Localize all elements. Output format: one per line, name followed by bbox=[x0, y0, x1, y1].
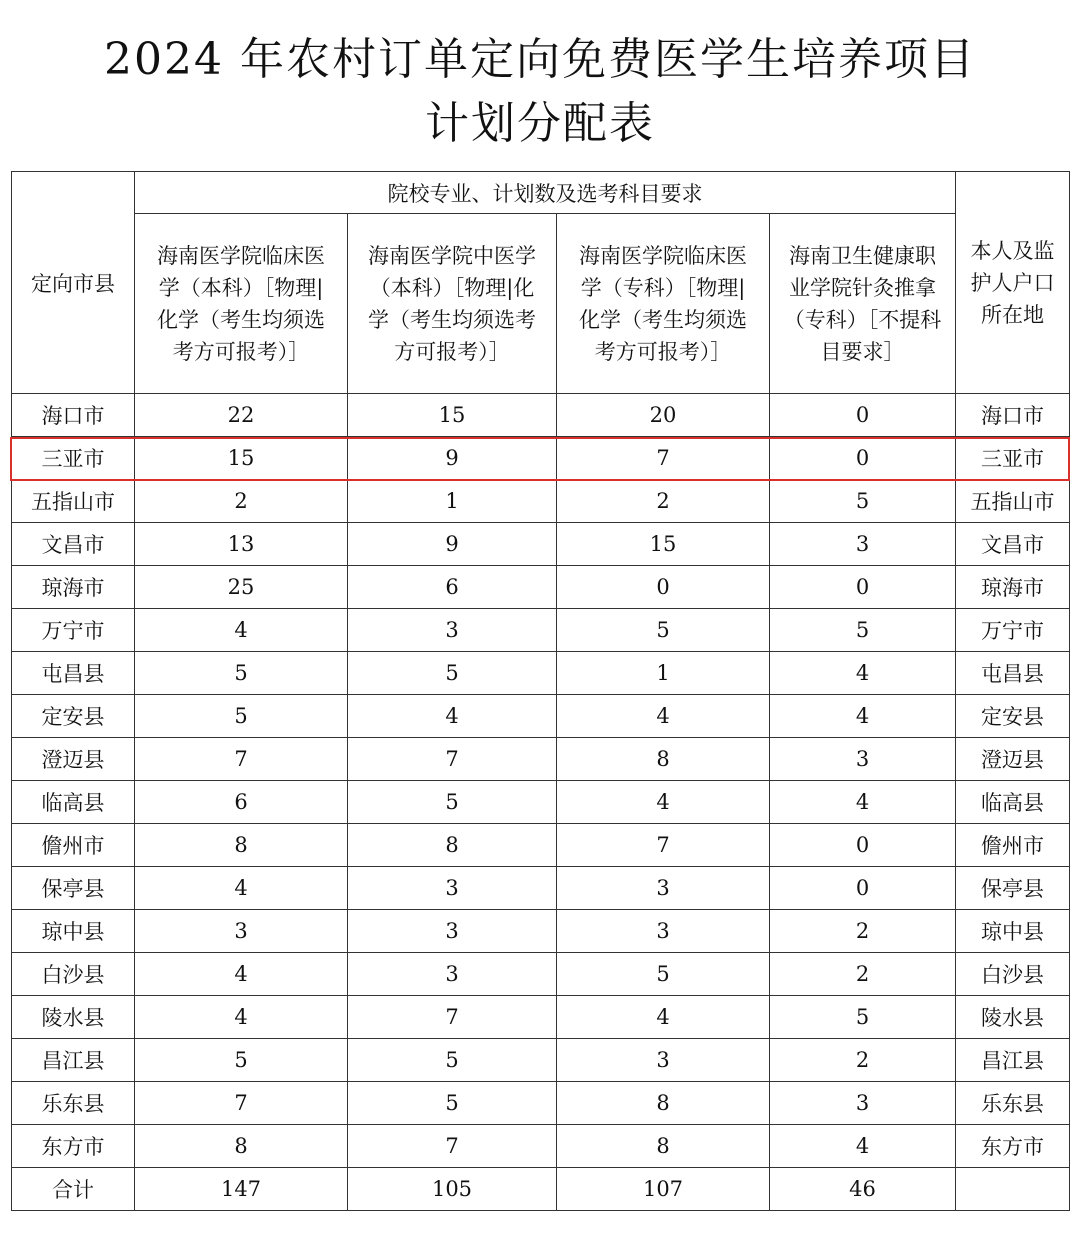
col4-cell: 2 bbox=[770, 953, 956, 996]
header-col-2 bbox=[348, 214, 557, 394]
col2-cell: 1 bbox=[348, 480, 557, 523]
col1-cell: 6 bbox=[135, 781, 348, 824]
table-row bbox=[12, 652, 1070, 695]
hukou-cell: 东方市 bbox=[956, 1125, 1070, 1168]
col1-cell: 5 bbox=[135, 652, 348, 695]
header-col-4 bbox=[770, 214, 956, 394]
hukou-cell: 陵水县 bbox=[956, 996, 1070, 1039]
col1-cell: 8 bbox=[135, 824, 348, 867]
col2-cell: 7 bbox=[348, 738, 557, 781]
hukou-cell: 昌江县 bbox=[956, 1039, 1070, 1082]
county-cell: 海口市 bbox=[12, 394, 135, 437]
col2-cell: 7 bbox=[348, 1125, 557, 1168]
col3-cell: 3 bbox=[557, 910, 770, 953]
col2-cell: 7 bbox=[348, 996, 557, 1039]
table-row bbox=[12, 1039, 1070, 1082]
county-cell: 琼中县 bbox=[12, 910, 135, 953]
col2-cell: 5 bbox=[348, 652, 557, 695]
col2-cell: 5 bbox=[348, 781, 557, 824]
county-cell: 东方市 bbox=[12, 1125, 135, 1168]
col1-cell: 8 bbox=[135, 1125, 348, 1168]
hukou-cell: 儋州市 bbox=[956, 824, 1070, 867]
hukou-cell: 三亚市 bbox=[956, 437, 1070, 480]
col3-cell: 8 bbox=[557, 1125, 770, 1168]
county-cell: 乐东县 bbox=[12, 1082, 135, 1125]
table-row bbox=[12, 609, 1070, 652]
county-cell: 保亭县 bbox=[12, 867, 135, 910]
hukou-cell: 文昌市 bbox=[956, 523, 1070, 566]
hukou-cell: 海口市 bbox=[956, 394, 1070, 437]
col1-cell: 13 bbox=[135, 523, 348, 566]
col2-cell: 3 bbox=[348, 609, 557, 652]
quota-table bbox=[11, 171, 1070, 1211]
county-cell: 五指山市 bbox=[12, 480, 135, 523]
col2-cell: 9 bbox=[348, 523, 557, 566]
header-hukou-text: 本人及监护人户口所在地 bbox=[970, 238, 1055, 327]
col2-cell: 4 bbox=[348, 695, 557, 738]
col3-cell: 20 bbox=[557, 394, 770, 437]
col2-cell: 3 bbox=[348, 953, 557, 996]
col3-cell: 0 bbox=[557, 566, 770, 609]
hukou-cell: 白沙县 bbox=[956, 953, 1070, 996]
table-row bbox=[12, 781, 1070, 824]
col4-cell: 5 bbox=[770, 609, 956, 652]
header-col-3 bbox=[557, 214, 770, 394]
col4-cell: 4 bbox=[770, 1125, 956, 1168]
county-cell: 白沙县 bbox=[12, 953, 135, 996]
table-row bbox=[12, 480, 1070, 523]
hukou-cell: 定安县 bbox=[956, 695, 1070, 738]
header-col-2-text: 海南医学院中医学（本科）［物理|化学（考生均须选考方可报考）］ bbox=[368, 243, 536, 364]
col3-cell: 8 bbox=[557, 738, 770, 781]
county-cell: 琼海市 bbox=[12, 566, 135, 609]
table-row bbox=[12, 1125, 1070, 1168]
county-cell: 陵水县 bbox=[12, 996, 135, 1039]
col2-cell: 3 bbox=[348, 910, 557, 953]
header-target-county: 定向市县 bbox=[12, 172, 135, 394]
header-group: 院校专业、计划数及选考科目要求 bbox=[135, 172, 956, 214]
county-cell: 临高县 bbox=[12, 781, 135, 824]
col3-cell: 1 bbox=[557, 652, 770, 695]
col4-cell: 2 bbox=[770, 1039, 956, 1082]
col4-cell: 3 bbox=[770, 523, 956, 566]
county-cell: 文昌市 bbox=[12, 523, 135, 566]
col1-cell: 3 bbox=[135, 910, 348, 953]
col4-cell: 5 bbox=[770, 996, 956, 1039]
hukou-cell: 琼中县 bbox=[956, 910, 1070, 953]
table-row bbox=[12, 867, 1070, 910]
col2-cell: 6 bbox=[348, 566, 557, 609]
col1-cell: 15 bbox=[135, 437, 348, 480]
col3-cell: 8 bbox=[557, 1082, 770, 1125]
col2-cell: 3 bbox=[348, 867, 557, 910]
table-row bbox=[12, 738, 1070, 781]
col1-cell: 5 bbox=[135, 695, 348, 738]
col4-cell: 0 bbox=[770, 566, 956, 609]
col4-cell: 4 bbox=[770, 652, 956, 695]
col4-cell: 4 bbox=[770, 781, 956, 824]
col3-cell: 2 bbox=[557, 480, 770, 523]
col3-cell: 15 bbox=[557, 523, 770, 566]
table-row bbox=[12, 523, 1070, 566]
col4-cell: 3 bbox=[770, 738, 956, 781]
table-row bbox=[12, 437, 1070, 480]
col4-cell: 46 bbox=[770, 1168, 956, 1211]
col2-cell: 5 bbox=[348, 1039, 557, 1082]
col1-cell: 4 bbox=[135, 609, 348, 652]
col2-cell: 5 bbox=[348, 1082, 557, 1125]
col1-cell: 4 bbox=[135, 953, 348, 996]
col3-cell: 7 bbox=[557, 824, 770, 867]
col1-cell: 4 bbox=[135, 996, 348, 1039]
table-row bbox=[12, 695, 1070, 738]
col1-cell: 7 bbox=[135, 1082, 348, 1125]
table-row bbox=[12, 566, 1070, 609]
county-cell: 昌江县 bbox=[12, 1039, 135, 1082]
document-title-line2: 计划分配表 bbox=[425, 98, 655, 149]
hukou-cell: 万宁市 bbox=[956, 609, 1070, 652]
col1-cell: 147 bbox=[135, 1168, 348, 1211]
col1-cell: 22 bbox=[135, 394, 348, 437]
col4-cell: 5 bbox=[770, 480, 956, 523]
col3-cell: 3 bbox=[557, 867, 770, 910]
col4-cell: 4 bbox=[770, 695, 956, 738]
table-row bbox=[12, 824, 1070, 867]
col4-cell: 0 bbox=[770, 867, 956, 910]
col4-cell: 2 bbox=[770, 910, 956, 953]
table-row bbox=[12, 1082, 1070, 1125]
hukou-cell bbox=[956, 1168, 1070, 1211]
hukou-cell: 屯昌县 bbox=[956, 652, 1070, 695]
col2-cell: 105 bbox=[348, 1168, 557, 1211]
col3-cell: 7 bbox=[557, 437, 770, 480]
col2-cell: 9 bbox=[348, 437, 557, 480]
hukou-cell: 保亭县 bbox=[956, 867, 1070, 910]
col3-cell: 5 bbox=[557, 609, 770, 652]
col1-cell: 4 bbox=[135, 867, 348, 910]
header-col-1-text: 海南医学院临床医学（本科）［物理|化学（考生均须选考方可报考）］ bbox=[157, 243, 325, 364]
header-col-1 bbox=[135, 214, 348, 394]
table-row bbox=[12, 953, 1070, 996]
header-col-4-text: 海南卫生健康职业学院针灸推拿（专科）［不提科目要求］ bbox=[783, 243, 942, 364]
col1-cell: 2 bbox=[135, 480, 348, 523]
col3-cell: 4 bbox=[557, 695, 770, 738]
col3-cell: 3 bbox=[557, 1039, 770, 1082]
col4-cell: 0 bbox=[770, 394, 956, 437]
col1-cell: 7 bbox=[135, 738, 348, 781]
col3-cell: 107 bbox=[557, 1168, 770, 1211]
hukou-cell: 澄迈县 bbox=[956, 738, 1070, 781]
county-cell: 屯昌县 bbox=[12, 652, 135, 695]
col4-cell: 3 bbox=[770, 1082, 956, 1125]
col2-cell: 15 bbox=[348, 394, 557, 437]
total-row bbox=[12, 1168, 1070, 1211]
table-row bbox=[12, 394, 1070, 437]
col3-cell: 4 bbox=[557, 781, 770, 824]
col4-cell: 0 bbox=[770, 824, 956, 867]
county-cell: 万宁市 bbox=[12, 609, 135, 652]
header-col-3-text: 海南医学院临床医学（专科）［物理|化学（考生均须选考方可报考）］ bbox=[579, 243, 747, 364]
col3-cell: 5 bbox=[557, 953, 770, 996]
col4-cell: 0 bbox=[770, 437, 956, 480]
header-hukou bbox=[956, 172, 1070, 394]
county-cell: 儋州市 bbox=[12, 824, 135, 867]
hukou-cell: 乐东县 bbox=[956, 1082, 1070, 1125]
col3-cell: 4 bbox=[557, 996, 770, 1039]
hukou-cell: 临高县 bbox=[956, 781, 1070, 824]
county-cell: 三亚市 bbox=[12, 437, 135, 480]
hukou-cell: 五指山市 bbox=[956, 480, 1070, 523]
total-label: 合计 bbox=[12, 1168, 135, 1211]
col1-cell: 5 bbox=[135, 1039, 348, 1082]
document-title-line1: 2024 年农村订单定向免费医学生培养项目 bbox=[104, 34, 976, 85]
county-cell: 澄迈县 bbox=[12, 738, 135, 781]
hukou-cell: 琼海市 bbox=[956, 566, 1070, 609]
table-row bbox=[12, 910, 1070, 953]
col1-cell: 25 bbox=[135, 566, 348, 609]
col2-cell: 8 bbox=[348, 824, 557, 867]
county-cell: 定安县 bbox=[12, 695, 135, 738]
table-row bbox=[12, 996, 1070, 1039]
